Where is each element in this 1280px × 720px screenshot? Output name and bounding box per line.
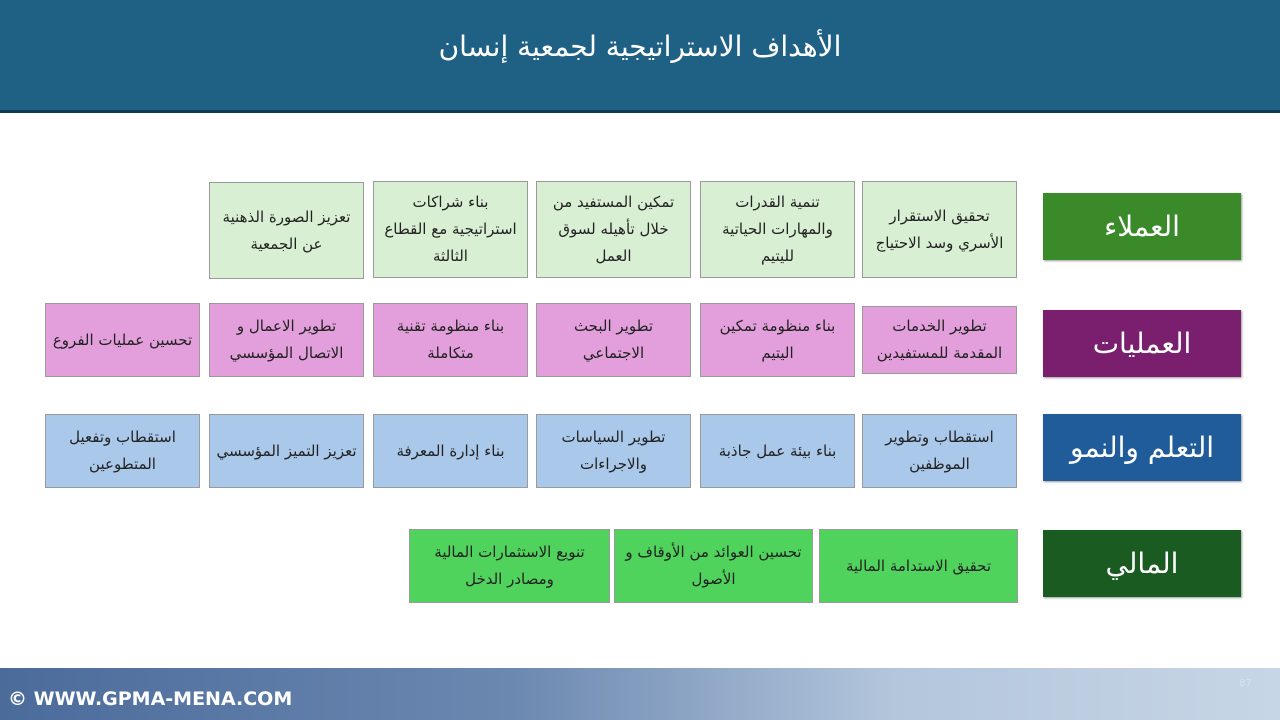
page-number: 87	[1239, 678, 1252, 689]
page-title: الأهداف الاستراتيجية لجمعية إنسان	[438, 30, 842, 63]
footer-bar	[0, 668, 1280, 720]
objective-box: تحقيق الاستقرار الأسري وسد الاحتياج	[862, 181, 1017, 278]
row-label-operations: العمليات	[1043, 310, 1241, 377]
objective-box: استقطاب وتطوير الموظفين	[862, 414, 1017, 488]
objective-box: تطوير البحث الاجتماعي	[536, 303, 691, 377]
objective-box: بناء بيئة عمل جاذبة	[700, 414, 855, 488]
objective-box: تمكين المستفيد من خلال تأهيله لسوق العمل	[536, 181, 691, 278]
objective-box: بناء منظومة تمكين اليتيم	[700, 303, 855, 377]
website-label: © WWW.GPMA-MENA.COM	[8, 688, 293, 710]
row-label-financial: المالي	[1043, 530, 1241, 597]
objective-box: تحسين عمليات الفروع	[45, 303, 200, 377]
objective-box: تحقيق الاستدامة المالية	[819, 529, 1018, 603]
objective-box: تطوير الخدمات المقدمة للمستفيدين	[862, 306, 1017, 374]
objective-box: استقطاب وتفعيل المتطوعين	[45, 414, 200, 488]
objective-box: بناء شراكات استراتيجية مع القطاع الثالثة	[373, 181, 528, 278]
header-bar	[0, 0, 1280, 113]
objective-box: تنويع الاستثمارات المالية ومصادر الدخل	[409, 529, 610, 603]
objective-box: تنمية القدرات والمهارات الحياتية لليتيم	[700, 181, 855, 278]
objective-box: تطوير السياسات والاجراءات	[536, 414, 691, 488]
objective-box: تطوير الاعمال و الاتصال المؤسسي	[209, 303, 364, 377]
objective-box: تعزيز الصورة الذهنية عن الجمعية	[209, 182, 364, 279]
row-label-customers: العملاء	[1043, 193, 1241, 260]
objective-box: بناء إدارة المعرفة	[373, 414, 528, 488]
objective-box: تحسين العوائد من الأوقاف و الأصول	[614, 529, 813, 603]
row-label-learning-growth: التعلم والنمو	[1043, 414, 1241, 481]
objective-box: بناء منظومة تقنية متكاملة	[373, 303, 528, 377]
objective-box: تعزيز التميز المؤسسي	[209, 414, 364, 488]
